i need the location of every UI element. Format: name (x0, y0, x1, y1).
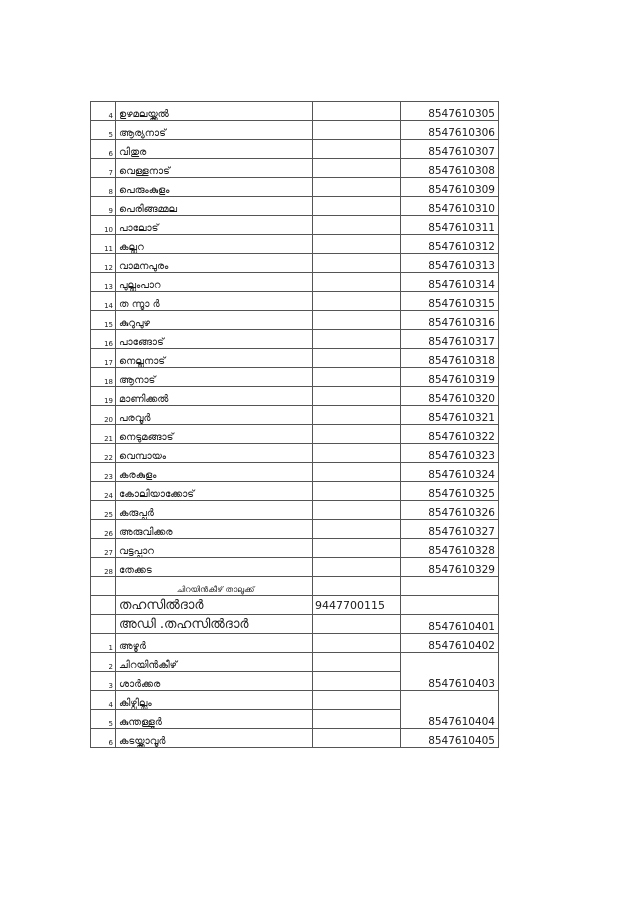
village-name: വാമനപുരം (116, 254, 313, 273)
mid-cell-empty (313, 102, 401, 121)
village-name: ആര്യനാട് (116, 121, 313, 140)
mid-cell-empty (313, 140, 401, 159)
mid-cell-empty (313, 691, 401, 710)
row-number: 5 (91, 710, 116, 729)
row-number: 9 (91, 197, 116, 216)
row-number: 25 (91, 501, 116, 520)
mid-cell-empty (313, 520, 401, 539)
village-name: കുന്തള്ളൂർ (116, 710, 313, 729)
table-row (91, 425, 499, 444)
village-phone: 8547610324 (401, 463, 499, 482)
village-phone: 8547610329 (401, 558, 499, 577)
row-number: 23 (91, 463, 116, 482)
mid-cell-empty (313, 406, 401, 425)
mid-cell-empty (313, 254, 401, 273)
table-row (91, 349, 499, 368)
village-name: തേക്കട (116, 558, 313, 577)
table-row (91, 102, 499, 121)
mid-cell-empty (313, 615, 401, 634)
village-name: വട്ടപ്പാറ (116, 539, 313, 558)
row-number (91, 577, 116, 596)
row-number: 5 (91, 121, 116, 140)
row-number: 13 (91, 273, 116, 292)
village-phone: 8547610326 (401, 501, 499, 520)
mid-cell-empty (313, 197, 401, 216)
village-name: പുല്ലംപാറ (116, 273, 313, 292)
row-number: 17 (91, 349, 116, 368)
village-phone: 8547610318 (401, 349, 499, 368)
section-title: ചിറയിൻകീഴ് താലൂക്ക് (116, 577, 313, 596)
village-phone: 8547610314 (401, 273, 499, 292)
village-name: കോലിയാക്കോട് (116, 482, 313, 501)
row-number: 14 (91, 292, 116, 311)
village-phone: 8547610312 (401, 235, 499, 254)
row-number: 28 (91, 558, 116, 577)
table-row (91, 634, 499, 653)
mid-cell-empty (313, 273, 401, 292)
village-phone: 8547610405 (401, 729, 499, 748)
row-number: 10 (91, 216, 116, 235)
mid-cell-empty (313, 330, 401, 349)
table-row (91, 482, 499, 501)
mid-cell-empty (313, 653, 401, 672)
deputy-tahsildar-row (91, 615, 499, 634)
tahsildar-label: തഹസിൽദാർ (116, 596, 313, 615)
row-number: 24 (91, 482, 116, 501)
village-name: കുറുപുഴ (116, 311, 313, 330)
village-phone: 8547610309 (401, 178, 499, 197)
mid-cell-empty (313, 349, 401, 368)
table-row (91, 140, 499, 159)
village-name: കല്ലറ (116, 235, 313, 254)
village-phone: 8547610317 (401, 330, 499, 349)
village-name: ഉഴമലയ്ക്കൽ (116, 102, 313, 121)
row-number (91, 615, 116, 634)
table-row (91, 539, 499, 558)
table-row (91, 292, 499, 311)
table-row (91, 387, 499, 406)
mid-cell-empty (313, 482, 401, 501)
row-number: 15 (91, 311, 116, 330)
table-row (91, 558, 499, 577)
row-number: 16 (91, 330, 116, 349)
mid-cell-empty (313, 121, 401, 140)
village-name: അഴൂർ (116, 634, 313, 653)
table-row (91, 197, 499, 216)
row-number: 26 (91, 520, 116, 539)
village-phone: 8547610308 (401, 159, 499, 178)
mid-cell-empty (313, 634, 401, 653)
village-name: പെരുംകുളം (116, 178, 313, 197)
row-number: 4 (91, 691, 116, 710)
village-phone: 8547610319 (401, 368, 499, 387)
table-row (91, 121, 499, 140)
mid-cell-empty (313, 558, 401, 577)
table-row (91, 406, 499, 425)
village-name: കടയ്ക്കാവൂർ (116, 729, 313, 748)
mid-cell-empty (313, 539, 401, 558)
phone-cell-empty (401, 596, 499, 615)
village-name: കിഴ്വില്ലം (116, 691, 313, 710)
table-row (91, 444, 499, 463)
mid-cell-empty (313, 444, 401, 463)
table-row (91, 330, 499, 349)
tahsildar-row (91, 596, 499, 615)
table-row (91, 178, 499, 197)
row-number: 21 (91, 425, 116, 444)
village-phone: 8547610311 (401, 216, 499, 235)
village-phone: 8547610322 (401, 425, 499, 444)
row-number: 12 (91, 254, 116, 273)
mid-cell-empty (313, 387, 401, 406)
mid-cell-empty (313, 159, 401, 178)
mid-cell-empty (313, 710, 401, 729)
village-phone: 8547610320 (401, 387, 499, 406)
village-phone: 8547610323 (401, 444, 499, 463)
village-name: ചിറയിൻകീഴ് (116, 653, 313, 672)
row-number: 11 (91, 235, 116, 254)
village-phone: 8547610316 (401, 311, 499, 330)
village-phone: 8547610313 (401, 254, 499, 273)
row-number: 8 (91, 178, 116, 197)
village-name: പാലോട് (116, 216, 313, 235)
contact-table (90, 101, 499, 748)
village-name: ശാർക്കര (116, 672, 313, 691)
chirayinkeezhu-section (91, 577, 499, 748)
mid-cell-empty (313, 463, 401, 482)
village-phone: 8547610305 (401, 102, 499, 121)
mid-cell-empty (313, 368, 401, 387)
table-row (91, 729, 499, 748)
phone-cell-empty (313, 577, 401, 596)
village-phone-merged: 8547610404 (401, 691, 499, 729)
village-rows (91, 102, 499, 577)
row-number (91, 596, 116, 615)
row-number: 4 (91, 102, 116, 121)
table-row (91, 254, 499, 273)
table-row (91, 159, 499, 178)
mid-cell-empty (313, 501, 401, 520)
village-name: ത ന്നാൂ ർ (116, 292, 313, 311)
table-row (91, 368, 499, 387)
village-phone: 8547610327 (401, 520, 499, 539)
table-row (91, 216, 499, 235)
section-header-row (91, 577, 499, 596)
tahsildar-phone: 9447700115 (313, 596, 401, 615)
village-name: വെമ്പായം (116, 444, 313, 463)
village-phone: 8547610306 (401, 121, 499, 140)
village-phone: 8547610328 (401, 539, 499, 558)
village-name: നെടുമങ്ങാട് (116, 425, 313, 444)
table-row (91, 691, 499, 710)
row-number: 2 (91, 653, 116, 672)
table-row (91, 273, 499, 292)
village-phone: 8547610310 (401, 197, 499, 216)
row-number: 19 (91, 387, 116, 406)
village-name: പെരിങ്ങമ്മല (116, 197, 313, 216)
village-name: ആനാട് (116, 368, 313, 387)
mid-cell-empty (313, 178, 401, 197)
mid-cell-empty (313, 235, 401, 254)
village-name: പാങ്ങോട് (116, 330, 313, 349)
table-row (91, 653, 499, 672)
village-name: അരുവിക്കര (116, 520, 313, 539)
row-number: 7 (91, 159, 116, 178)
row-number: 22 (91, 444, 116, 463)
village-phone-merged: 8547610403 (401, 653, 499, 691)
village-phone: 8547610307 (401, 140, 499, 159)
phone-cell-empty (401, 577, 499, 596)
village-phone: 8547610315 (401, 292, 499, 311)
row-number: 3 (91, 672, 116, 691)
table-row (91, 501, 499, 520)
deputy-tahsildar-phone: 8547610401 (401, 615, 499, 634)
village-phone: 8547610402 (401, 634, 499, 653)
row-number: 6 (91, 140, 116, 159)
village-name: വെള്ളനാട് (116, 159, 313, 178)
row-number: 20 (91, 406, 116, 425)
mid-cell-empty (313, 311, 401, 330)
row-number: 27 (91, 539, 116, 558)
mid-cell-empty (313, 292, 401, 311)
table-row (91, 463, 499, 482)
village-name: കരകുളം (116, 463, 313, 482)
mid-cell-empty (313, 216, 401, 235)
mid-cell-empty (313, 425, 401, 444)
table-row (91, 235, 499, 254)
table-row (91, 520, 499, 539)
row-number: 18 (91, 368, 116, 387)
row-number: 1 (91, 634, 116, 653)
village-name: കരുപ്പൂർ (116, 501, 313, 520)
deputy-tahsildar-label: അഡി .തഹസിൽദാർ (116, 615, 313, 634)
village-name: പരവൂർ (116, 406, 313, 425)
table-row (91, 311, 499, 330)
village-name: വിതുര (116, 140, 313, 159)
village-name: മാണിക്കൽ (116, 387, 313, 406)
village-phone: 8547610321 (401, 406, 499, 425)
row-number: 6 (91, 729, 116, 748)
mid-cell-empty (313, 672, 401, 691)
village-phone: 8547610325 (401, 482, 499, 501)
village-name: നെല്ലനാട് (116, 349, 313, 368)
mid-cell-empty (313, 729, 401, 748)
